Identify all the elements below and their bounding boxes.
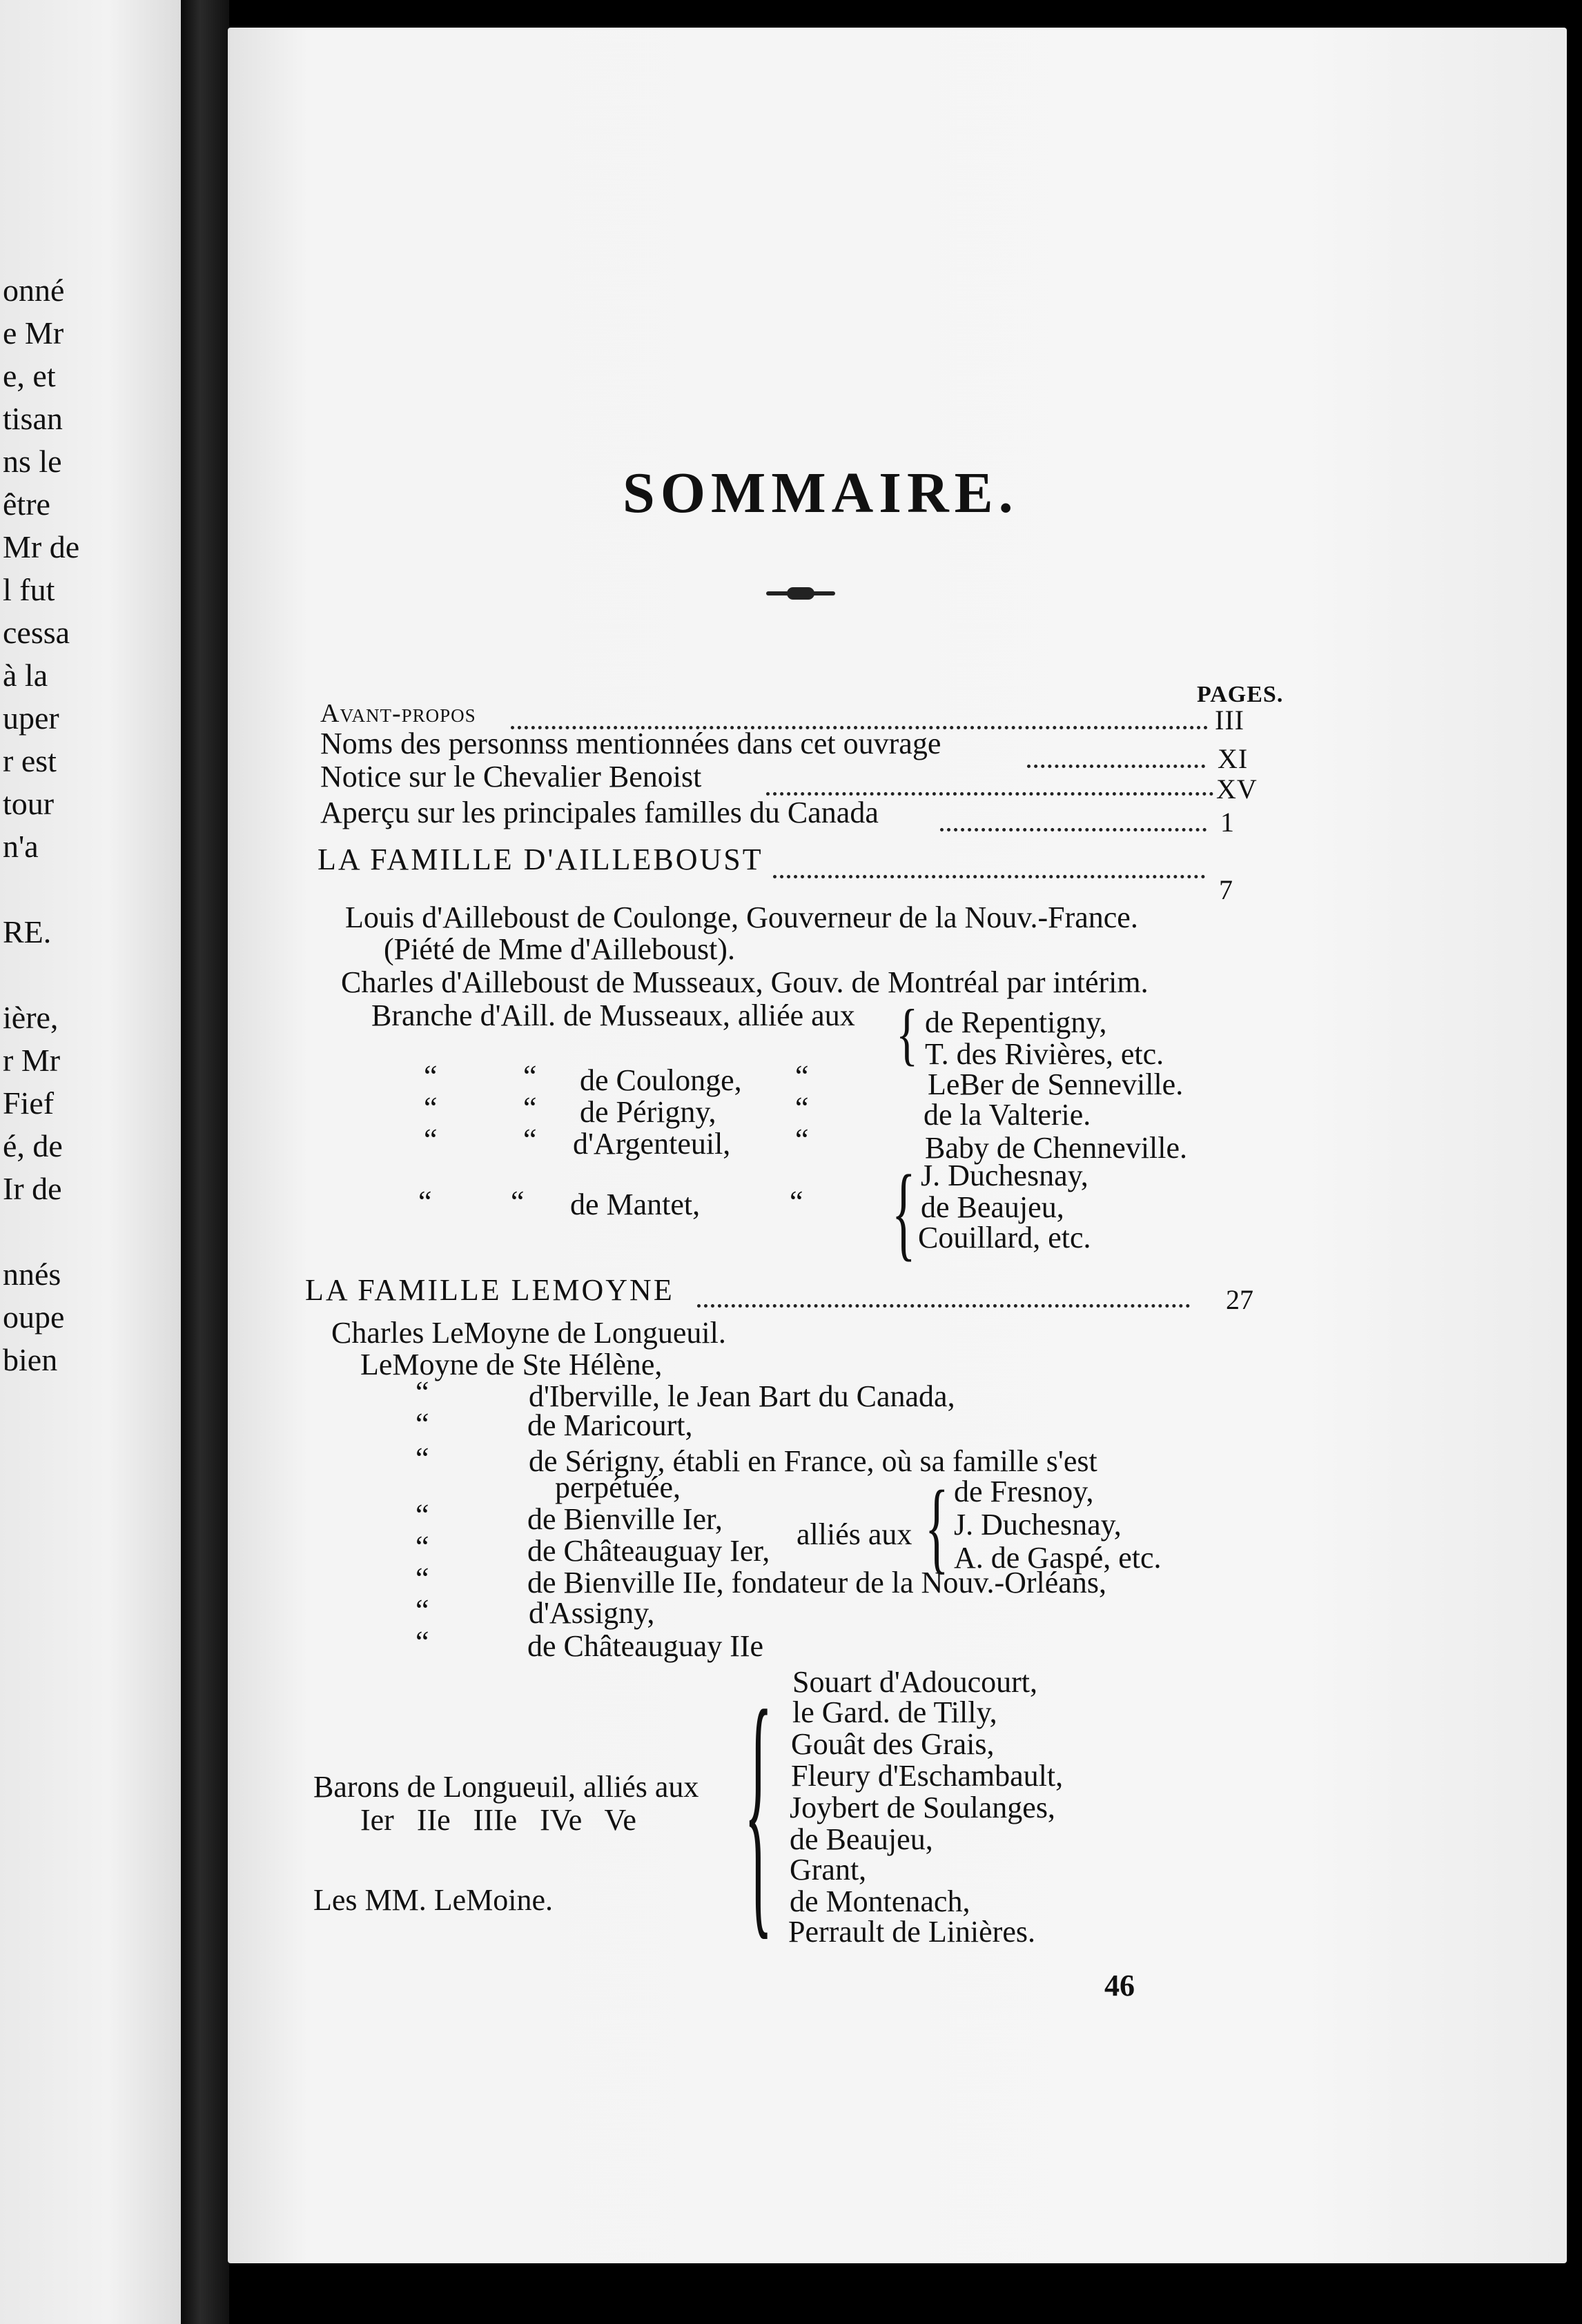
toc-leader	[940, 828, 1207, 831]
section-heading-ailleboust: LA FAMILLE D'AILLEBOUST	[318, 843, 763, 876]
ditto-mark: “	[523, 1091, 537, 1125]
ditto-mark: “	[511, 1185, 525, 1219]
left-page-text-fragment: tour	[3, 786, 55, 821]
left-page-text-fragment: ns le	[3, 444, 62, 479]
branch-name: de Coulonge,	[580, 1063, 742, 1097]
left-page-text-fragment: à la	[3, 658, 48, 693]
ally-name: de Repentigny,	[925, 1005, 1107, 1039]
ditto-mark: “	[416, 1625, 429, 1659]
ditto-mark: “	[424, 1091, 438, 1125]
ditto-mark: “	[418, 1185, 432, 1219]
ally-name: Fleury d'Eschambault,	[791, 1759, 1064, 1793]
left-page-text-fragment: n'a	[3, 829, 39, 864]
section-page-number: 7	[1219, 874, 1233, 905]
title-ornament	[766, 591, 835, 595]
ally-name: Baby de Chenneville.	[925, 1131, 1188, 1165]
toc-page-number: 1	[1220, 807, 1234, 838]
section-heading-lemoyne: LA FAMILLE LEMOYNE	[305, 1273, 674, 1307]
barons-ranks: Ier IIe IIIe IVe Ve	[360, 1803, 636, 1837]
toc-page-number: XI	[1218, 743, 1249, 774]
left-page-text-fragment: e, et	[3, 358, 56, 393]
ditto-mark: “	[416, 1562, 429, 1595]
entry-line: LeMoyne de Ste Hélène,	[360, 1348, 663, 1381]
toc-entry-notice: Notice sur le Chevalier Benoist	[320, 760, 702, 794]
son-line: de Maricourt,	[527, 1408, 693, 1442]
ditto-mark: “	[795, 1091, 809, 1125]
ally-name: T. des Rivières, etc.	[925, 1037, 1164, 1071]
ally-name: J. Duchesnay,	[954, 1508, 1122, 1542]
son-line: d'Iberville, le Jean Bart du Canada,	[529, 1379, 955, 1413]
branch-label: Branche d'Aill. de Musseaux, alliée aux	[371, 998, 855, 1032]
ditto-mark: “	[416, 1441, 429, 1475]
ditto-mark: “	[416, 1375, 429, 1409]
toc-leader	[773, 875, 1205, 878]
left-page-text-fragment: RE.	[3, 914, 52, 949]
ally-name: LeBer de Senneville.	[928, 1067, 1184, 1101]
left-page-text-fragment: Mr de	[3, 529, 80, 564]
toc-page-number: III	[1215, 705, 1244, 736]
left-page-text-fragment: é, de	[3, 1128, 63, 1163]
ally-name: Couillard, etc.	[918, 1221, 1091, 1254]
brace-bracket: {	[744, 1652, 773, 1963]
left-page-text-fragment: Fief	[3, 1085, 55, 1121]
barons-label: Barons de Longueuil, alliés aux	[313, 1770, 699, 1804]
left-page-text-fragment: r Mr	[3, 1043, 61, 1078]
ally-name: A. de Gaspé, etc.	[954, 1541, 1162, 1575]
ditto-mark: “	[795, 1059, 809, 1093]
son-line: de Bienville Ier,	[527, 1502, 723, 1536]
section-page-number: 27	[1226, 1284, 1253, 1315]
left-page	[0, 0, 181, 2324]
toc-entry-avant-propos: Avant-propos	[320, 699, 476, 728]
son-line: de Sérigny, établi en France, où sa famille s'est	[529, 1444, 1097, 1478]
left-page-text-fragment: e Mr	[3, 315, 64, 351]
ally-name: de Beaujeu,	[921, 1190, 1064, 1224]
branch-name: de Mantet,	[570, 1188, 701, 1221]
toc-leader	[697, 1304, 1190, 1308]
ditto-mark: “	[424, 1059, 438, 1093]
page-number-46: 46	[1104, 1969, 1135, 2002]
left-page-text-fragment: uper	[3, 700, 59, 736]
ally-name: Joybert de Soulanges,	[790, 1791, 1055, 1824]
branch-name: d'Argenteuil,	[573, 1127, 731, 1161]
toc-page-number: XV	[1216, 774, 1258, 805]
brace-bracket: {	[896, 994, 919, 1073]
left-page-text-fragment: tisan	[3, 401, 63, 436]
ditto-mark: “	[416, 1530, 429, 1564]
page-title: SOMMAIRE.	[623, 461, 1019, 525]
ally-name: Grant,	[790, 1853, 867, 1887]
entry-line: Charles d'Ailleboust de Musseaux, Gouv. de Montréal par intérim.	[341, 965, 1149, 999]
ally-name: J. Duchesnay,	[921, 1159, 1088, 1192]
ditto-mark: “	[416, 1498, 429, 1532]
ditto-mark: “	[416, 1407, 429, 1441]
son-line: perpétuée,	[555, 1470, 681, 1504]
ally-name: de la Valterie.	[924, 1098, 1091, 1132]
book-gutter	[181, 0, 229, 2324]
brace-bracket: {	[892, 1152, 916, 1271]
left-page-text-fragment: oupe	[3, 1299, 65, 1335]
branch-name: de Périgny,	[580, 1095, 716, 1129]
toc-leader	[1027, 765, 1205, 768]
left-page-text-fragment: onné	[3, 273, 65, 308]
left-page-text-fragment: être	[3, 486, 50, 522]
toc-entry-noms: Noms des personnss mentionnées dans cet ouvrage	[320, 727, 941, 760]
son-line: d'Assigny,	[529, 1596, 655, 1630]
son-line: de Châteauguay IIe	[527, 1629, 764, 1663]
toc-entry-apercu: Aperçu sur les principales familles du Canada	[320, 796, 879, 829]
brace-bracket: {	[925, 1468, 949, 1584]
lemoine-line: Les MM. LeMoine.	[313, 1883, 554, 1917]
allies-label: alliés aux	[797, 1517, 912, 1551]
ditto-mark: “	[416, 1593, 429, 1627]
left-page-text-fragment: l fut	[3, 572, 55, 607]
entry-line: Charles LeMoyne de Longueuil.	[331, 1316, 726, 1350]
ally-name: Souart d'Adoucourt,	[792, 1665, 1037, 1699]
ditto-mark: “	[790, 1185, 803, 1219]
left-page-text-fragment: r est	[3, 743, 57, 778]
ditto-mark: “	[523, 1059, 537, 1093]
pages-column-label: PAGES.	[1197, 682, 1284, 707]
ally-name: de Fresnoy,	[954, 1475, 1094, 1508]
left-page-text-fragment: nnés	[3, 1257, 61, 1292]
left-page-text-fragment: cessa	[3, 615, 70, 650]
left-page-text-fragment: ière,	[3, 1000, 59, 1035]
ditto-mark: “	[795, 1123, 809, 1156]
ally-name: Gouât des Grais,	[791, 1727, 995, 1761]
ally-name: Perrault de Linières.	[788, 1915, 1035, 1949]
son-line: de Bienville IIe, fondateur de la Nouv.-Orléans,	[527, 1566, 1106, 1599]
right-page	[228, 28, 1567, 2263]
ditto-mark: “	[523, 1123, 537, 1156]
left-page-text-fragment: Ir de	[3, 1171, 62, 1206]
ditto-mark: “	[424, 1123, 438, 1156]
entry-line: (Piété de Mme d'Ailleboust).	[384, 932, 735, 966]
son-line: de Châteauguay Ier,	[527, 1534, 770, 1568]
ally-name: le Gard. de Tilly,	[792, 1695, 997, 1729]
ally-name: de Beaujeu,	[790, 1822, 933, 1856]
left-page-text-fragment: bien	[3, 1342, 58, 1377]
ally-name: de Montenach,	[790, 1884, 970, 1918]
entry-line: Louis d'Ailleboust de Coulonge, Gouverneur de la Nouv.-France.	[345, 900, 1138, 934]
